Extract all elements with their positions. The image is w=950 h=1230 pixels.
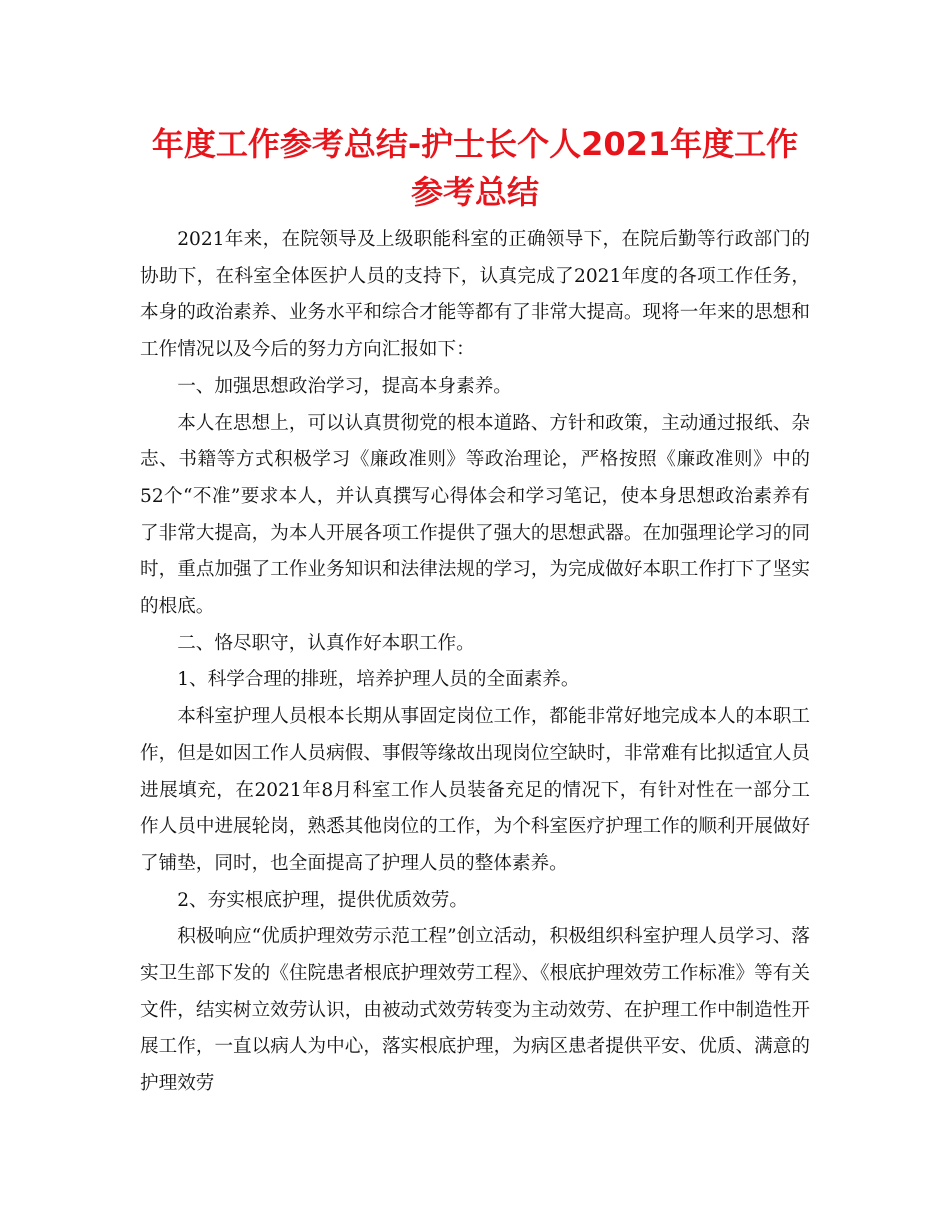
section-heading-1: 一、加强思想政治学习，提高本身素养。 xyxy=(177,375,512,397)
document-body xyxy=(140,222,810,1103)
section-heading-2: 二、恪尽职守，认真作好本职工作。 xyxy=(177,632,475,654)
paragraph-scheduling: 本科室护理人员根本长期从事固定岗位工作，都能非常好地完成本人的本职工作，但是如因工作人员病假、事假等缘故出现岗位空缺时，非常难有比拟适宜人员进展填充，在2021年8月科室工作人员装备充足的情况下，有针对性在一部分工作人员中进展轮岗，熟悉其他岗位的工作，为个科室医疗护理工作的顺利开展做好了铺垫，同时，也全面提高了护理人员的整体素养。 xyxy=(140,706,810,874)
subheading-scheduling: 1、科学合理的排班，培养护理人员的全面素养。 xyxy=(177,669,580,691)
paragraph-political-study: 本人在思想上，可以认真贯彻党的根本道路、方针和政策，主动通过报纸、杂志、书籍等方式积极学习《廉政准则》等政治理论，严格按照《廉政准则》中的52个“不准”要求本人，并认真撰写心得体会和学习笔记，使本身思想政治素养有了非常大提高，为本人开展各项工作提供了强大的思想武器。在加强理论学习的同时，重点加强了工作业务知识和法律法规的学习，为完成做好本职工作打下了坚实的根底。 xyxy=(140,412,810,618)
document-title: 年度工作参考总结-护士长个人2021年度工作参考总结 xyxy=(151,125,799,211)
paragraph-intro: 2021年来，在院领导及上级职能科室的正确领导下，在院后勤等行政部门的协助下，在科室全体医护人员的支持下，认真完成了2021年度的各项工作任务，本身的政治素养、业务水平和综合才能等都有了非常大提高。现将一年来的思想和工作情况以及今后的努力方向汇报如下： xyxy=(140,229,810,361)
paragraph-basic-nursing: 积极响应“优质护理效劳示范工程”创立活动，积极组织科室护理人员学习、落实卫生部下发的《住院患者根底护理效劳工程》、《根底护理效劳工作标准》等有关文件，结实树立效劳认识，由被动式效劳转变为主动效劳、在护理工作中制造性开展工作，一直以病人为中心，落实根底护理，为病区患者提供平安、优质、满意的护理效劳 xyxy=(140,926,810,1095)
subheading-basic-nursing: 2、夯实根底护理，提供优质效劳。 xyxy=(177,889,468,911)
